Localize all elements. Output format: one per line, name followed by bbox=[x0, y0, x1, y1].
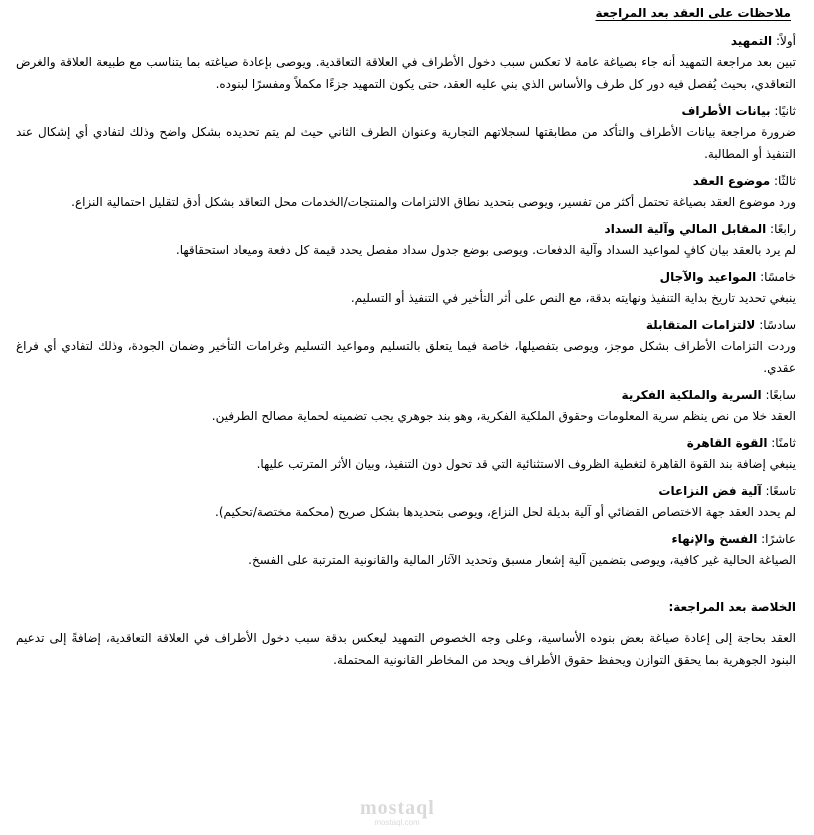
section-body: لم يحدد العقد جهة الاختصاص القضائي أو آلية بديلة لحل النزاع، ويوصى بتحديدها بشكل صريح (محكمة مختصة/تحكيم). bbox=[215, 505, 796, 519]
section-number: تاسعًا: bbox=[761, 484, 796, 498]
section-item bbox=[16, 101, 796, 165]
section-item bbox=[16, 529, 796, 571]
sections-list bbox=[16, 31, 796, 571]
section-body: العقد خلا من نص ينظم سرية المعلومات وحقوق الملكية الفكرية، وهو بند جوهري يجب تضمينه لحماية مصالح الطرفين. bbox=[211, 409, 796, 423]
section-number: عاشرًا: bbox=[757, 532, 796, 546]
section-title: الفسخ والإنهاء bbox=[671, 532, 758, 546]
section-number: ثالثًا: bbox=[770, 174, 796, 188]
section-title: المواعيد والآجال bbox=[659, 270, 757, 284]
section-number: سابعًا: bbox=[761, 388, 796, 402]
section-number: ثامنًا: bbox=[767, 436, 796, 450]
watermark-mark: mostaql bbox=[360, 797, 435, 819]
section-item bbox=[16, 481, 796, 523]
section-title: القوة القاهرة bbox=[686, 436, 768, 450]
section-title: التمهيد bbox=[730, 34, 773, 48]
section-number: أولاً: bbox=[772, 34, 796, 48]
section-number: رابعًا: bbox=[766, 222, 796, 236]
section-item bbox=[16, 171, 796, 213]
section-item bbox=[16, 433, 796, 475]
section-heading bbox=[16, 481, 796, 501]
section-body: ينبغي إضافة بند القوة القاهرة لتغطية الظروف الاستثنائية التي قد تحول دون التنفيذ، وبيان الأثر المترتب عليها. bbox=[256, 457, 796, 471]
section-item bbox=[16, 315, 796, 379]
section-item bbox=[16, 385, 796, 427]
section-number: سادسًا: bbox=[755, 318, 796, 332]
section-title: موضوع العقد bbox=[692, 174, 771, 188]
section-body: وردت التزامات الأطراف بشكل موجز، ويوصى بتفصيلها، خاصة فيما يتعلق بالتسليم ومواعيد التسليم وغرامات التأخير وضمان الجودة، وذلك لتفادي أي فراغ عقدي. bbox=[16, 339, 796, 375]
section-heading bbox=[16, 101, 796, 121]
section-body: الصياغة الحالية غير كافية، ويوصى بتضمين آلية إشعار مسبق وتحديد الآثار المالية والقانونية المترتبة على الفسخ. bbox=[248, 553, 796, 567]
section-number: خامسًا: bbox=[756, 270, 796, 284]
section-title: بيانات الأطراف bbox=[681, 104, 771, 118]
section-title: المقابل المالي وآلية السداد bbox=[604, 222, 767, 236]
watermark-sub: mostaql.com bbox=[374, 818, 420, 827]
section-item bbox=[16, 31, 796, 95]
section-heading bbox=[16, 219, 796, 239]
section-heading bbox=[16, 171, 796, 191]
section-body: تبين بعد مراجعة التمهيد أنه جاء بصياغة عامة لا تعكس سبب دخول الأطراف في العلاقة التعاقدية. ويوصى بإعادة صياغته بما يتناسب مع طبيعة العلاقة والغرض التعاقدي، بحيث يُفصل فيه دور كل طرف والأساس الذي بني عليه العقد، حتى يكون التمهيد جزءًا مكملاً ومفسرًا لبنوده. bbox=[16, 55, 796, 91]
section-title: آلية فض النزاعات bbox=[658, 484, 762, 498]
section-heading bbox=[16, 31, 796, 51]
section-body: ينبغي تحديد تاريخ بداية التنفيذ ونهايته بدقة، مع النص على أثر التأخير في التنفيذ أو التسليم. bbox=[350, 291, 796, 305]
section-number: ثانيًا: bbox=[770, 104, 796, 118]
summary-title: الخلاصة بعد المراجعة: bbox=[668, 600, 796, 614]
section-heading bbox=[16, 385, 796, 405]
section-heading bbox=[16, 529, 796, 549]
section-item bbox=[16, 219, 796, 261]
section-heading bbox=[16, 433, 796, 453]
section-heading bbox=[16, 267, 796, 287]
section-title: السرية والملكية الفكرية bbox=[621, 388, 762, 402]
summary-section bbox=[16, 597, 796, 671]
section-body: لم يرد بالعقد بيان كافٍ لمواعيد السداد وآلية الدفعات. ويوصى بوضع جدول سداد مفصل يحدد قيمة كل دفعة وميعاد استحقاقها. bbox=[175, 243, 796, 257]
section-body: ورد موضوع العقد بصياغة تحتمل أكثر من تفسير، ويوصى بتحديد نطاق الالتزامات والمنتجات/الخدمات محل التعاقد بشكل أدق لتقليل احتمالية النزاع. bbox=[71, 195, 796, 209]
section-heading bbox=[16, 315, 796, 335]
document-title: ملاحظات على العقد بعد المراجعة bbox=[595, 6, 791, 20]
section-title: لالتزامات المتقابلة bbox=[645, 318, 756, 332]
section-body: ضرورة مراجعة بيانات الأطراف والتأكد من مطابقتها لسجلاتهم التجارية وعنوان الطرف الثاني حيث لم يتم تحديده بشكل واضح وذلك لتفادي أي إشكال عند التنفيذ أو المطالبة. bbox=[16, 125, 796, 161]
section-item bbox=[16, 267, 796, 309]
summary-body: العقد بحاجة إلى إعادة صياغة بعض بنوده الأساسية، وعلى وجه الخصوص التمهيد ليعكس بدقة سبب دخول الأطراف في العلاقة التعاقدية، إضافةً إلى تدعيم البنود الجوهرية بما يحقق التوازن ويحفظ حقوق الأطراف ويحد من المخاطر القانونية المحتملة. bbox=[16, 631, 796, 667]
